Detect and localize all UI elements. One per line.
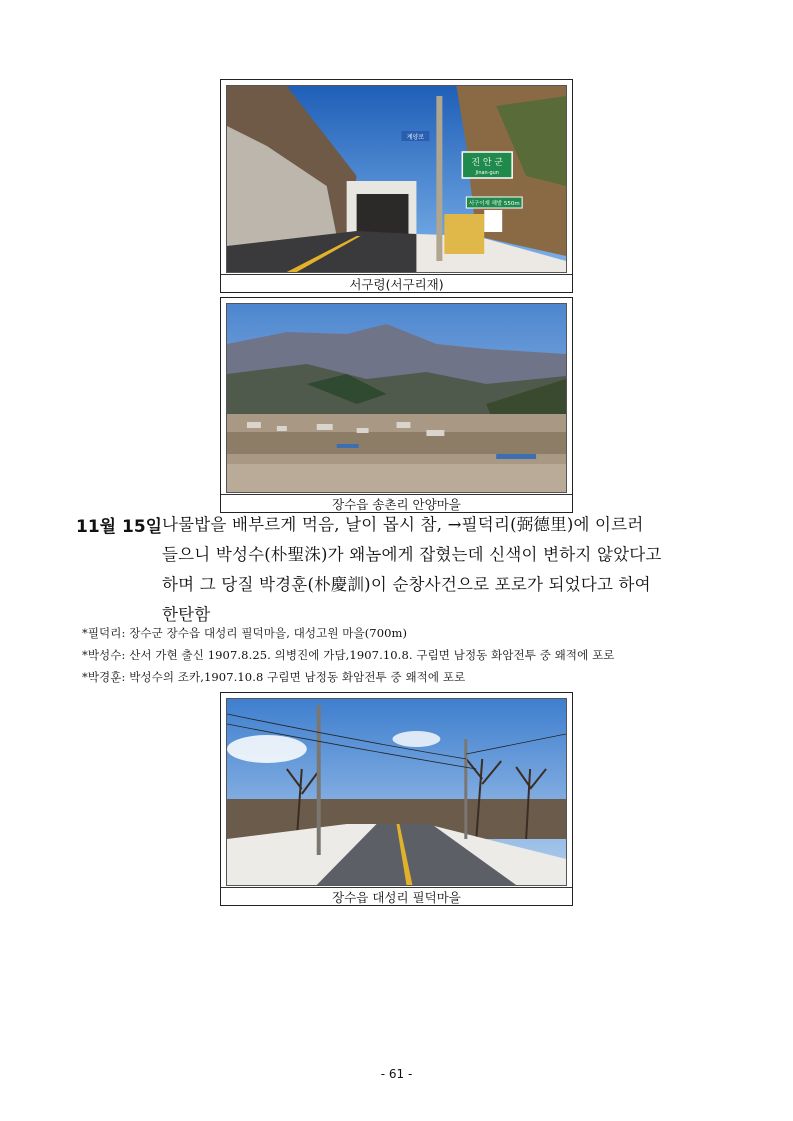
entry-date: 11월 15일: [76, 517, 163, 537]
sign-altitude-text: 서구이재 해발 550m: [468, 200, 520, 208]
photo-box-2: [220, 297, 573, 513]
photo-box-1: [220, 79, 573, 293]
entry-line: 하며 그 당질 박경훈(朴慶訓)이 순창사건으로 포로가 되었다고 하여: [162, 575, 651, 594]
footnote-pildeokri: *필덕리: 장수군 장수읍 대성리 필덕마을, 대성고원 마을(700m): [82, 626, 408, 640]
entry-line: 나물밥을 배부르게 먹음, 날이 몹시 참, →필덕리(弼德里)에 이르러: [162, 515, 644, 534]
entry-line: 들으니 박성수(朴聖洙)가 왜놈에게 잡혔는데 신색이 변하지 않았다고: [162, 545, 662, 564]
footnote-parkseongsu: *박성수: 산서 가현 출신 1907.8.25. 의병진에 가담,1907.10.8. 구림면 남정동 화암전투 중 왜적에 포로: [82, 648, 615, 662]
footnote-parkgyeonghun: *박경훈: 박성수의 조카,1907.10.8 구림면 남정동 화암전투 중 왜적에 포로: [82, 670, 466, 684]
entry-text: [162, 510, 722, 630]
photo-village-road: [226, 698, 567, 886]
sign-road-text: 계양로: [406, 133, 425, 142]
footnotes: [82, 622, 732, 688]
sign-jinan-text: 진 안 군: [471, 157, 504, 169]
photo-caption-2: 장수읍 송촌리 안양마을: [221, 494, 572, 514]
photo-tunnel-pass: [226, 85, 567, 273]
photo-caption-1: 서구령(서구리재): [221, 274, 572, 294]
photo-box-3: [220, 692, 573, 906]
entry-line: 한탄함: [162, 605, 211, 624]
sign-jinan-sub-text: Jinan-gun: [475, 169, 499, 177]
photo-caption-3: 장수읍 대성리 필덕마을: [221, 887, 572, 907]
photo-village-landscape: [226, 303, 567, 493]
page-number: - 61 -: [380, 1067, 413, 1081]
